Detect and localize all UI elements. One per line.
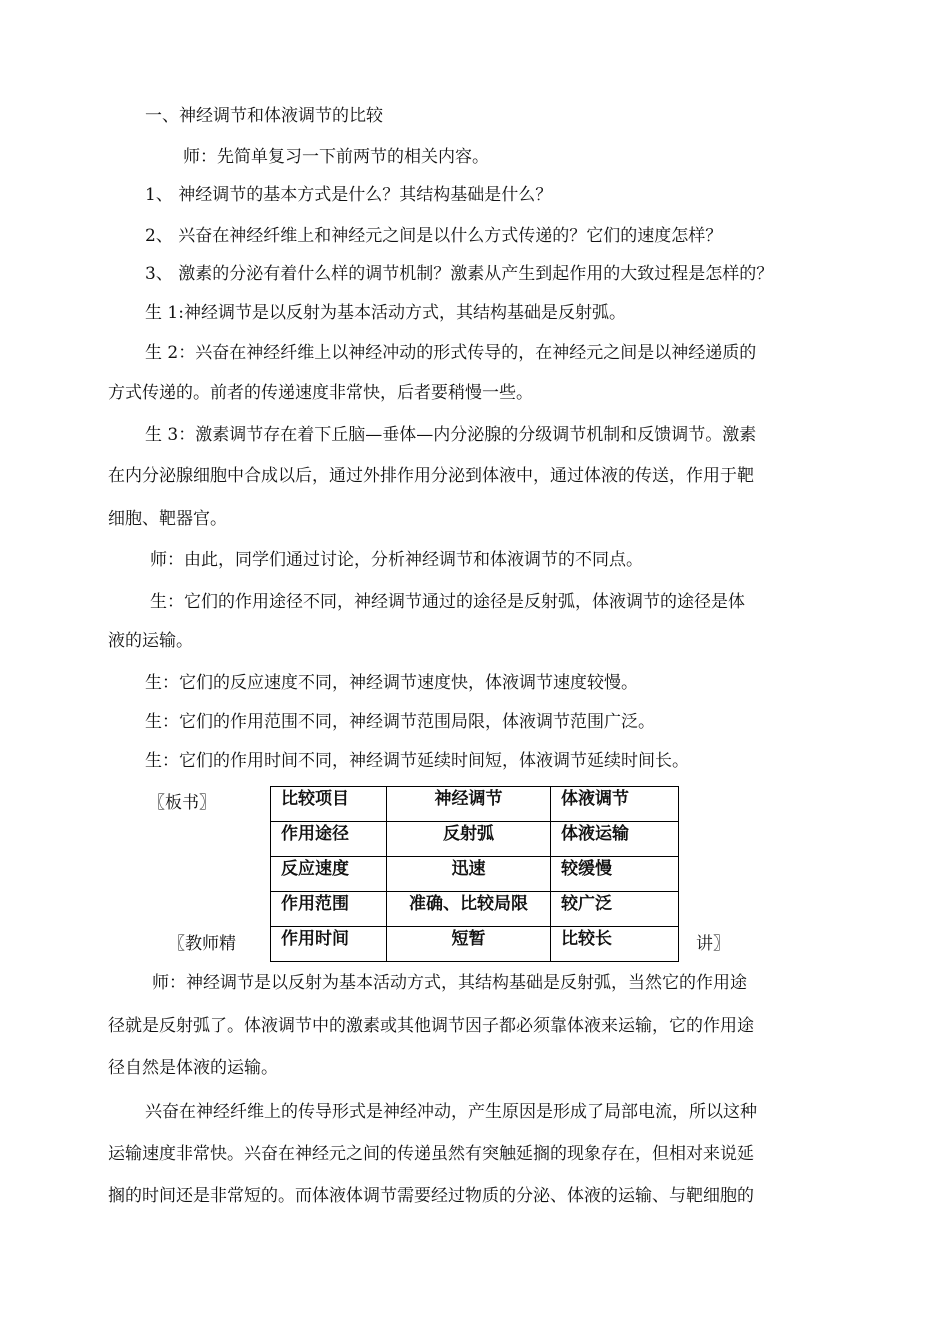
table-cell: 反射弧 bbox=[387, 822, 551, 857]
table-cell: 较广泛 bbox=[551, 892, 679, 927]
table-cell: 比较长 bbox=[551, 927, 679, 962]
paragraph-line: 生 3：激素调节存在着下丘脑—垂体—内分泌腺的分级调节机制和反馈调节。激素 bbox=[145, 425, 757, 445]
question-item: 2、 兴奋在神经纤维上和神经元之间是以什么方式传递的？它们的速度怎样？ bbox=[145, 226, 723, 246]
table-cell: 准确、比较局限 bbox=[387, 892, 551, 927]
table-row bbox=[271, 892, 679, 927]
table-row bbox=[271, 857, 679, 892]
paragraph-line: 径自然是体液的运输。 bbox=[108, 1058, 278, 1078]
paragraph-line: 生：它们的作用途径不同，神经调节通过的途径是反射弧，体液调节的途径是体 bbox=[150, 592, 745, 612]
paragraph-line: 径就是反射弧了。体液调节中的激素或其他调节因子都必须靠体液来运输，它的作用途 bbox=[108, 1016, 754, 1036]
board-label: 〖板书〗 bbox=[148, 793, 216, 813]
teacher-label-right: 讲〗 bbox=[696, 934, 730, 954]
paragraph-line: 师：先简单复习一下前两节的相关内容。 bbox=[183, 147, 489, 167]
table-cell: 作用途径 bbox=[271, 822, 387, 857]
table-cell: 作用时间 bbox=[271, 927, 387, 962]
table-cell: 作用范围 bbox=[271, 892, 387, 927]
paragraph-line: 液的运输。 bbox=[108, 631, 193, 651]
table-cell: 短暂 bbox=[387, 927, 551, 962]
paragraph-line: 生 1:神经调节是以反射为基本活动方式，其结构基础是反射弧。 bbox=[145, 303, 626, 323]
paragraph-line: 生：它们的作用时间不同，神经调节延续时间短，体液调节延续时间长。 bbox=[145, 751, 689, 771]
comparison-table bbox=[270, 786, 679, 962]
paragraph-line: 方式传递的。前者的传递速度非常快，后者要稍慢一些。 bbox=[108, 383, 533, 403]
table-cell: 体液运输 bbox=[551, 822, 679, 857]
paragraph-line: 搁的时间还是非常短的。而体液体调节需要经过物质的分泌、体液的运输、与靶细胞的 bbox=[108, 1186, 754, 1206]
paragraph-line: 细胞、靶器官。 bbox=[108, 509, 227, 529]
paragraph-line: 运输速度非常快。兴奋在神经元之间的传递虽然有突触延搁的现象存在，但相对来说延 bbox=[108, 1144, 754, 1164]
table-cell: 反应速度 bbox=[271, 857, 387, 892]
paragraph-line: 师：神经调节是以反射为基本活动方式，其结构基础是反射弧，当然它的作用途 bbox=[152, 973, 747, 993]
paragraph-line: 兴奋在神经纤维上的传导形式是神经冲动，产生原因是形成了局部电流，所以这种 bbox=[145, 1102, 757, 1122]
paragraph-line: 在内分泌腺细胞中合成以后，通过外排作用分泌到体液中，通过体液的传送，作用于靶 bbox=[108, 466, 754, 486]
question-item: 3、 激素的分泌有着什么样的调节机制？激素从产生到起作用的大致过程是怎样的？ bbox=[145, 264, 774, 284]
paragraph-line: 生：它们的作用范围不同，神经调节范围局限，体液调节范围广泛。 bbox=[145, 712, 655, 732]
table-cell: 迅速 bbox=[387, 857, 551, 892]
table-cell: 比较项目 bbox=[271, 787, 387, 822]
paragraph-line: 生：它们的反应速度不同，神经调节速度快，体液调节速度较慢。 bbox=[145, 673, 638, 693]
teacher-label-left: 〖教师精 bbox=[168, 934, 236, 954]
table-row bbox=[271, 822, 679, 857]
paragraph-line: 师：由此，同学们通过讨论，分析神经调节和体液调节的不同点。 bbox=[150, 550, 643, 570]
table-cell: 神经调节 bbox=[387, 787, 551, 822]
table-row bbox=[271, 787, 679, 822]
question-item: 1、 神经调节的基本方式是什么？其结构基础是什么？ bbox=[145, 185, 553, 205]
table-cell: 较缓慢 bbox=[551, 857, 679, 892]
section-title: 一、神经调节和体液调节的比较 bbox=[145, 106, 383, 126]
table-row bbox=[271, 927, 679, 962]
table-cell: 体液调节 bbox=[551, 787, 679, 822]
paragraph-line: 生 2：兴奋在神经纤维上以神经冲动的形式传导的，在神经元之间是以神经递质的 bbox=[145, 343, 757, 363]
